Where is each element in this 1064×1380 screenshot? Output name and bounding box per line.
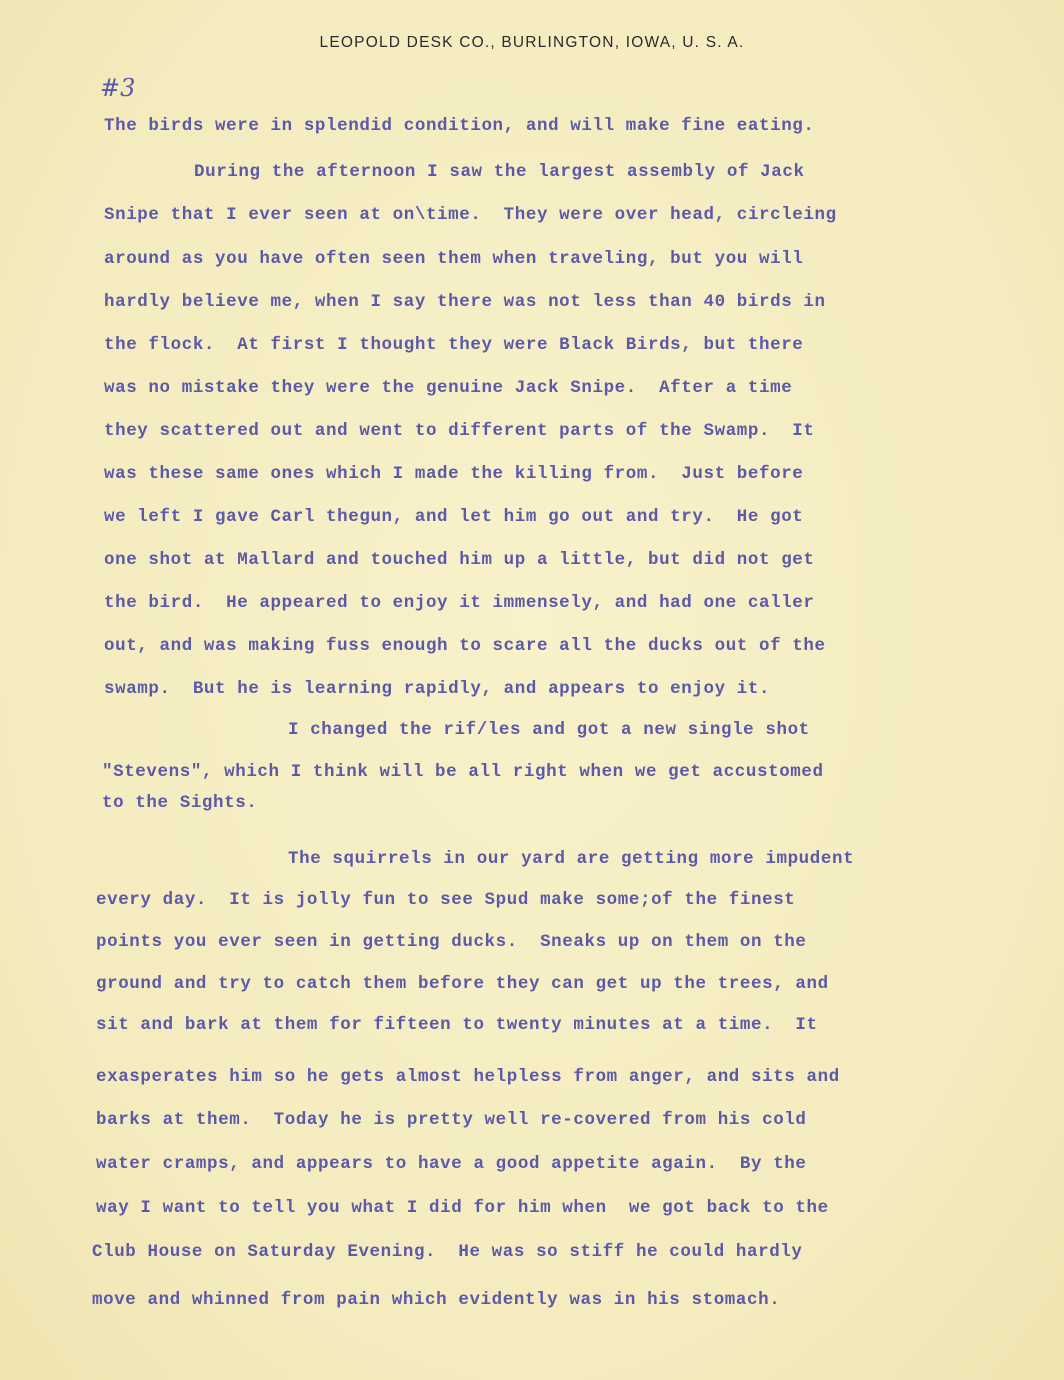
text-line: The birds were in splendid condition, and will make fine eating. [104, 116, 815, 136]
text-line: we left I gave Carl thegun, and let him go out and try. He got [104, 507, 804, 527]
text-line: one shot at Mallard and touched him up a little, but did not get [104, 550, 815, 570]
text-line: around as you have often seen them when traveling, but you will [104, 249, 804, 269]
text-line: the flock. At first I thought they were Black Birds, but there [104, 335, 804, 355]
letterhead: LEOPOLD DESK CO., BURLINGTON, IOWA, U. S. A. [319, 34, 745, 51]
letter-body [0, 112, 1064, 1352]
text-line: swamp. But he is learning rapidly, and appears to enjoy it. [104, 679, 771, 699]
text-line: The squirrels in our yard are getting more impudent [288, 849, 855, 869]
text-line: out, and was making fuss enough to scare all the ducks out of the [104, 636, 826, 656]
text-line: every day. It is jolly fun to see Spud make some;of the finest [96, 890, 796, 910]
text-line: to the Sights. [102, 793, 258, 813]
text-line: barks at them. Today he is pretty well re-covered from his cold [96, 1110, 807, 1130]
text-line: "Stevens", which I think will be all right when we get accustomed [102, 762, 824, 782]
text-line: was these same ones which I made the killing from. Just before [104, 464, 804, 484]
text-line: they scattered out and went to different parts of the Swamp. It [104, 421, 815, 441]
text-line: hardly believe me, when I say there was not less than 40 birds in [104, 292, 826, 312]
text-line: Snipe that I ever seen at on\time. They were over head, circleing [104, 205, 837, 225]
text-line: way I want to tell you what I did for him when we got back to the [96, 1198, 829, 1218]
text-line: points you ever seen in getting ducks. Sneaks up on them on the [96, 932, 807, 952]
text-line: sit and bark at them for fifteen to twenty minutes at a time. It [96, 1015, 818, 1035]
text-line: was no mistake they were the genuine Jack Snipe. After a time [104, 378, 793, 398]
text-line: water cramps, and appears to have a good appetite again. By the [96, 1154, 807, 1174]
text-line: exasperates him so he gets almost helpless from anger, and sits and [96, 1067, 840, 1087]
text-line: the bird. He appeared to enjoy it immensely, and had one caller [104, 593, 815, 613]
text-line: ground and try to catch them before they can get up the trees, and [96, 974, 829, 994]
text-line: During the afternoon I saw the largest assembly of Jack [194, 162, 805, 182]
text-line: move and whinned from pain which evidently was in his stomach. [92, 1290, 781, 1310]
text-line: I changed the rif/les and got a new single shot [288, 720, 810, 740]
text-line: Club House on Saturday Evening. He was so stiff he could hardly [92, 1242, 803, 1262]
page-number: #3 [100, 74, 136, 102]
